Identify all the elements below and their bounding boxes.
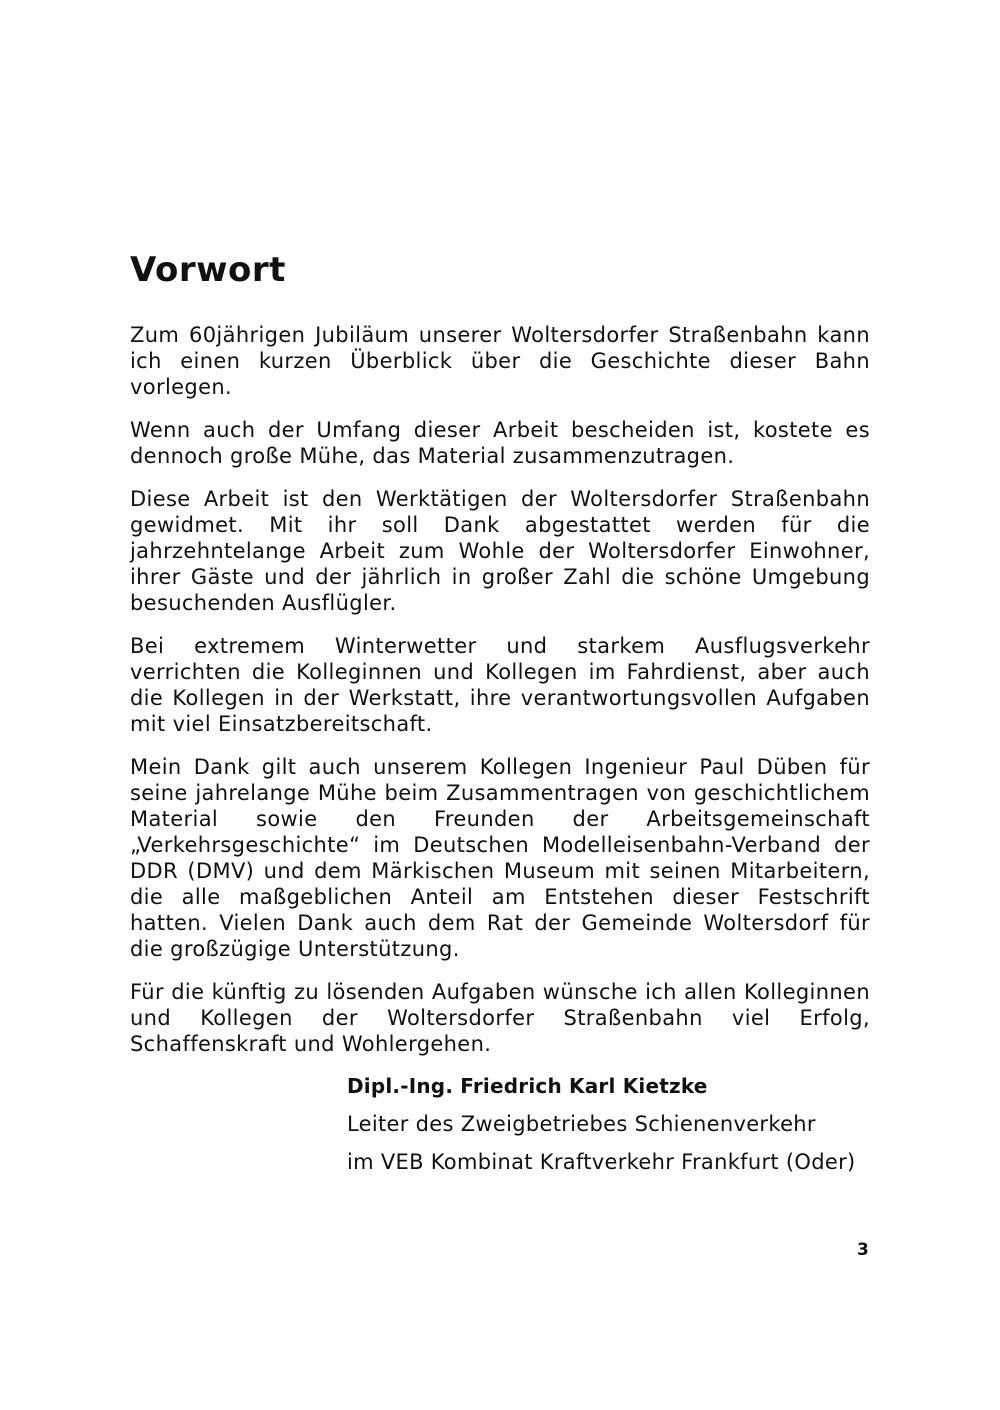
- signature-title-line-2: im VEB Kombinat Kraftverkehr Frankfurt (Oder): [347, 1150, 856, 1174]
- page-title: Vorwort: [130, 250, 286, 290]
- paragraph-2: Wenn auch der Umfang dieser Arbeit bescheiden ist, kostete es dennoch große Mühe, das Material zusammenzutragen.: [130, 418, 870, 468]
- page-number: 3: [857, 1240, 869, 1260]
- paragraph-3: Diese Arbeit ist den Werktätigen der Woltersdorfer Straßenbahn gewidmet. Mit ihr soll Dank abgestattet werden für die jahrzehntelange Arbeit zum Wohle der Woltersdorfer Einwohner, ihrer Gäste und der jährlich in großer Zahl die schöne Umgebung besuchenden Ausflügler.: [130, 487, 870, 615]
- signature-block: [347, 1070, 887, 1178]
- paragraph-1: Zum 60jährigen Jubiläum unserer Woltersdorfer Straßenbahn kann ich einen kurzen Überblick über die Geschichte dieser Bahn vorlegen.: [130, 323, 870, 399]
- paragraph-5: Mein Dank gilt auch unserem Kollegen Ingenieur Paul Düben für seine jahrelange Mühe beim Zusammentragen von geschichtlichem Material sowie den Freunden der Arbeitsgemeinschaft „Verkehrsgeschichte“ im Deutschen Modelleisenbahn-Verband der DDR (DMV) und dem Märkischen Museum mit seinen Mitarbeitern, die alle maßgeblichen Anteil am Entstehen dieser Festschrift hatten. Vielen Dank auch dem Rat der Gemeinde Woltersdorf für die großzügige Unterstützung.: [130, 755, 870, 961]
- body-text: [130, 322, 870, 1074]
- signature-title-line-1: Leiter des Zweigbetriebes Schienenverkehr: [347, 1112, 816, 1136]
- paragraph-6: Für die künftig zu lösenden Aufgaben wünsche ich allen Kolleginnen und Kollegen der Woltersdorfer Straßenbahn viel Erfolg, Schaffenskraft und Wohlergehen.: [130, 980, 870, 1056]
- signature-name: Dipl.-Ing. Friedrich Karl Kietzke: [347, 1074, 708, 1098]
- paragraph-4: Bei extremem Winterwetter und starkem Ausflugsverkehr verrichten die Kolleginnen und Kollegen im Fahrdienst, aber auch die Kollegen in der Werkstatt, ihre verantwortungsvollen Aufgaben mit viel Einsatzbereitschaft.: [130, 634, 870, 736]
